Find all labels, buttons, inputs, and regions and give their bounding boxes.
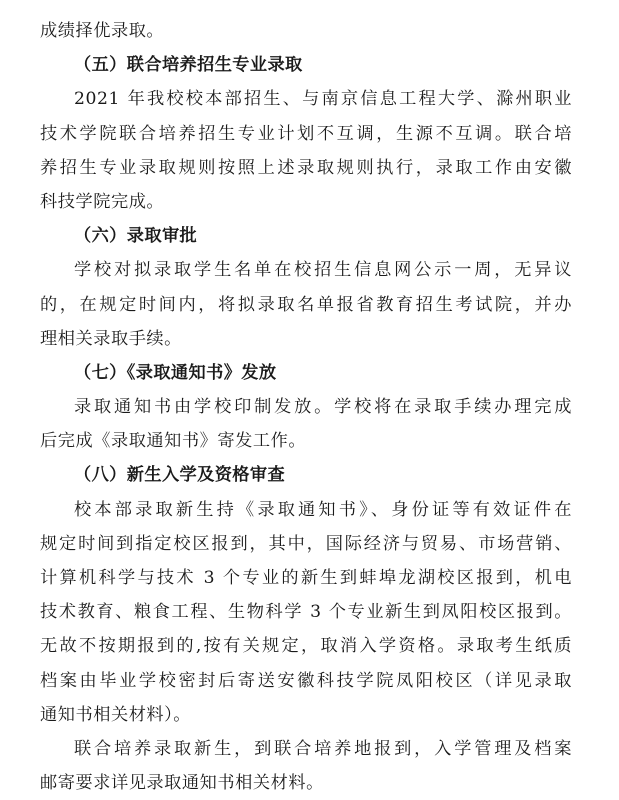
paragraph-line: 联合培养录取新生，到联合培养地报到，入学管理及档案 — [74, 738, 572, 759]
paragraph-line: 2021 年我校校本部招生、与南京信息工程大学、滁州职业 — [74, 89, 572, 110]
paragraph-line: 养招生专业录取规则按照上述录取规则执行，录取工作由安徽 — [40, 157, 572, 178]
section-heading-5: （五）联合培养招生专业录取 — [74, 55, 303, 76]
paragraph-line: 科技学院完成。 — [40, 191, 165, 212]
paragraph-line: 规定时间到指定校区报到，其中，国际经济与贸易、市场营销、 — [40, 533, 572, 554]
section-heading-8: （八）新生入学及资格审查 — [74, 465, 286, 486]
document-page — [40, 0, 572, 800]
paragraph-line: 录取通知书由学校印制发放。学校将在录取手续办理完成 — [74, 397, 572, 418]
paragraph-line: 学校对拟录取学生名单在校招生信息网公示一周，无异议 — [74, 260, 572, 281]
paragraph-line: 邮寄要求详见录取通知书相关材料。 — [40, 773, 324, 794]
paragraph-line: 无故不按期报到的,按有关规定，取消入学资格。录取考生纸质 — [40, 636, 572, 657]
section-heading-7: （七）《录取通知书》发放 — [74, 362, 277, 383]
paragraph-line: 理相关录取手续。 — [40, 328, 182, 349]
paragraph-line: 技术教育、粮食工程、生物科学 3 个专业新生到凤阳校区报到。 — [40, 602, 572, 623]
paragraph-line: 技术学院联合培养招生专业计划不互调，生源不互调。联合培 — [40, 123, 572, 144]
paragraph-line: 的，在规定时间内，将拟录取名单报省教育招生考试院，并办 — [40, 294, 572, 315]
paragraph-line: 计算机科学与技术 3 个专业的新生到蚌埠龙湖校区报到，机电 — [40, 568, 572, 588]
paragraph-line: 后完成《录取通知书》寄发工作。 — [40, 431, 307, 452]
paragraph-line: 档案由毕业学校密封后寄送安徽科技学院凤阳校区（详见录取 — [40, 670, 572, 691]
section-heading-6: （六）录取审批 — [74, 226, 198, 247]
paragraph-line: 成绩择优录取。 — [40, 21, 165, 41]
paragraph-line: 通知书相关材料）。 — [40, 704, 192, 725]
paragraph-line: 校本部录取新生持《录取通知书》、身份证等有效证件在 — [74, 499, 572, 520]
